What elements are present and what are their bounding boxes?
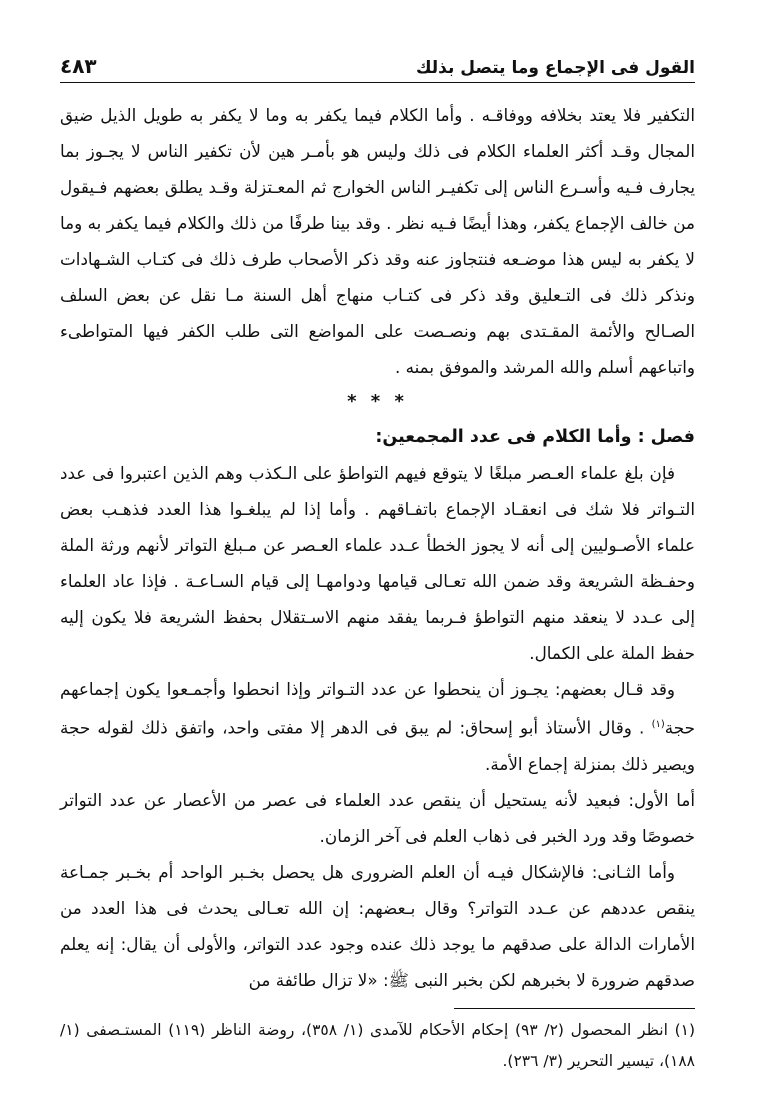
paragraph-4: أما الأول: فبعيد لأنه يستحيل أن ينقص عدد العلماء فى عصر من الأعصار عن عدد التواتر خصوصًا وقد ورد الخبر فى ذهاب العلم فى آخر الزمان. <box>60 789 695 846</box>
paragraph-5: وأما الثـانى: فالإشكال فيـه أن العلم الضرورى هل يحصل بخـبر الواحد أم بخـبر جمـاعة ينقص عددهم عن عـدد التواتر؟ وقال بـعضهم: إن الله تعـالى يحدث فى هذا العدد من الأمارات الدالة على صدقهم ما يوجد ذلك عنده وجود عدد التواتر، والأولى أن يقال: إنه يعلم صدقهم ضرورة لا بخبرهم لكن بخبر النبى ﷺ: «لا تزال طائفة من <box>60 861 695 990</box>
running-header <box>60 54 695 82</box>
footnote-1: (١) انظر المحصول (٢/ ٩٣) إحكام الأحكام للآمدى (١/ ٣٥٨)، روضة الناظر (١١٩) المستـصفى (١/ ١٨٨)، تيسير التحرير (٣/ ٢٣٦). <box>60 1020 696 1070</box>
chapter-title: القول فى الإجماع وما يتصل بذلك <box>415 58 695 78</box>
header-rule <box>60 82 695 83</box>
paragraph-2: فإن بلغ علماء العـصر مبلغًا لا يتوقع فيهم التواطؤ على الـكذب وهم الذين اعتبروا فى عدد التـواتر فلا شك فى انعقـاد الإجماع باتفـاقهم . وأما إذا لم يبلغـوا هذا العدد فذهـب بعض علماء الأصـوليين إلى أنه لا يجوز الخطأ عـدد علماء العـصر عن مـبلغ التواتر لأنهم ورثة الملة وحفـظة الشريعة وقد ضمن الله تعـالى قيامها ودوامهـا إلى قيام السـاعـة . فإذا عاد العلماء إلى عـدد لا ينعقد منهم التواطؤ فـربما يفقد منهم الاسـتقلال بحفظ الشريعة فلا يكون إليه حفظ الملة على الكمال. <box>60 463 695 663</box>
section-title: فصل : وأما الكلام فى عدد المجمعين: <box>375 427 695 447</box>
paragraph-3 <box>60 671 695 782</box>
section-divider: * * * <box>347 391 408 412</box>
footnote-rule <box>454 1008 695 1009</box>
paragraph-1: التكفير فلا يعتد بخلافه ووفاقـه . وأما الكلام فيما يكفر به وما لا يكفر به طويل الذيل ضيق المجال وقـد أكثر العلماء الكلام فى ذلك وليس هو بأمـر هين لأن تكفير الناس لا يجـوز بما يجارف فـيه وأسـرع الناس إلى تكفيـر الناس الخوارج ثم المعـتزلة وقـد يطلق بعضهم فـيقول من خالف الإجماع يكفر، وهذا أيضًا فـيه نظر . وقد بينا طرفًا من ذلك والكلام فيما يكفر به وما لا يكفر به ليس هذا موضـعه فنتجاوز عنه وقد ذكر الأصحاب طرف ذلك فى كتـاب الشـهادات ونذكر ذلك فى التـعليق وقد ذكر فى كتـاب منهاج أهل السنة مـا نقل عن بعض السلف الصـالح والأئمة المقـتدى بهم ونصـصت على المواضع التى طلب الكفر فيها المتواطىء واتباعهم أسلم والله المرشد والموفق بمنه . <box>60 105 695 377</box>
paragraph-3-text-a: وقد قـال بعضهم: يجـوز أن ينحطوا عن عدد التـواتر وإذا انحطوا وأجمـعوا يكون إجماعهم حجة <box>60 679 695 738</box>
page-number: ٤٨٣ <box>60 54 97 78</box>
paragraph-3-text-b: . وقال الأستاذ أبو إسحاق: لم يبق فى الدهر إلا مفتى واحد، واتفق ذلك لقوله حجة ويصير ذلك بمنزلة إجماع الأمة. <box>60 717 695 774</box>
footnote-marker: (١) <box>651 719 665 730</box>
